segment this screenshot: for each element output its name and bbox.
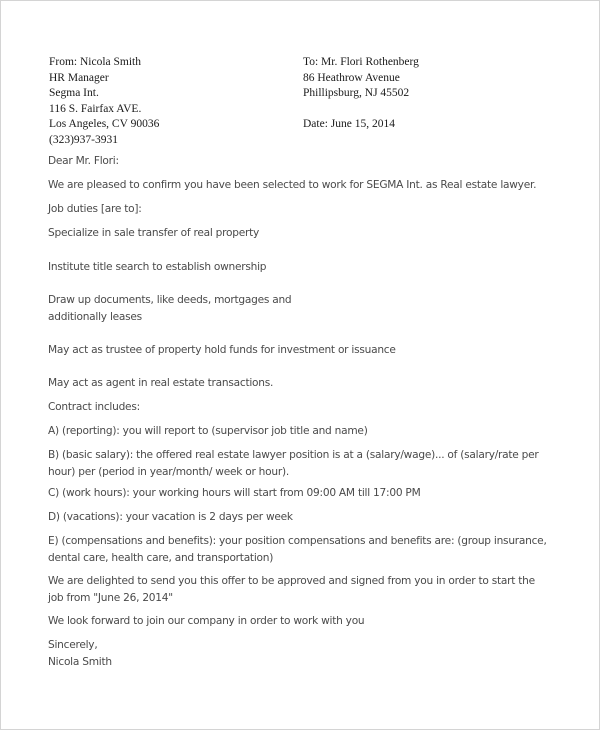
duty-item-line: additionally leases bbox=[48, 310, 142, 323]
recipient-name: To: Mr. Flori Rothenberg bbox=[303, 56, 419, 68]
closing-line: job from "June 26, 2014" bbox=[48, 591, 173, 604]
duty-item bbox=[48, 292, 291, 325]
intro-paragraph: We are pleased to confirm you have been selected to work for SEGMA Int. as Real estate lawyer. bbox=[48, 179, 537, 191]
recipient-block bbox=[303, 55, 419, 133]
sender-city: Los Angeles, CV 90036 bbox=[49, 118, 160, 130]
contract-item-line: hour) per (period in year/month/ week or hour). bbox=[48, 465, 289, 478]
duties-heading: Job duties [are to]: bbox=[48, 203, 142, 215]
contract-item-benefits bbox=[48, 533, 547, 566]
sender-title: HR Manager bbox=[49, 71, 109, 84]
closing-line: We are delighted to send you this offer to be approved and signed from you in order to start the bbox=[48, 575, 535, 587]
sender-phone: (323)937-3931 bbox=[49, 133, 118, 146]
contract-item-salary bbox=[48, 447, 539, 480]
contract-item-line: dental care, health care, and transportation) bbox=[48, 551, 274, 564]
recipient-city: Phillipsburg, NJ 45502 bbox=[303, 87, 410, 99]
duty-item: May act as agent in real estate transactions. bbox=[48, 377, 274, 389]
contract-item-work-hours: C) (work hours): your working hours will start from 09:00 AM till 17:00 PM bbox=[48, 487, 421, 499]
recipient-street: 86 Heathrow Avenue bbox=[303, 71, 400, 84]
closing-paragraph bbox=[48, 573, 535, 606]
letter-date: Date: June 15, 2014 bbox=[303, 118, 395, 130]
duty-item: Institute title search to establish ownership bbox=[48, 261, 267, 273]
sender-street: 116 S. Fairfax AVE. bbox=[49, 102, 142, 115]
signature-name: Nicola Smith bbox=[48, 655, 112, 668]
sender-company: Segma Int. bbox=[49, 87, 99, 99]
contract-item-reporting: A) (reporting): you will report to (supervisor job title and name) bbox=[48, 425, 368, 437]
duty-item: Specialize in sale transfer of real property bbox=[48, 227, 259, 239]
contract-heading: Contract includes: bbox=[48, 401, 140, 413]
signoff: Sincerely, bbox=[48, 639, 98, 651]
duty-item-line: Draw up documents, like deeds, mortgages and bbox=[48, 294, 292, 306]
contract-item-line: E) (compensations and benefits): your position compensations and benefits are: (group insurance, bbox=[48, 535, 547, 547]
contract-item-line: B) (basic salary): the offered real estate lawyer position is at a (salary/wage)... of (salary/rate per bbox=[48, 449, 539, 461]
sender-name: From: Nicola Smith bbox=[49, 56, 141, 68]
sender-block bbox=[49, 55, 159, 148]
look-forward-line: We look forward to join our company in order to work with you bbox=[48, 615, 365, 627]
duty-item: May act as trustee of property hold funds for investment or issuance bbox=[48, 344, 396, 356]
signature-block bbox=[48, 637, 112, 670]
spacer bbox=[303, 102, 419, 118]
salutation: Dear Mr. Flori: bbox=[48, 155, 119, 167]
contract-item-vacations: D) (vacations): your vacation is 2 days per week bbox=[48, 511, 293, 523]
